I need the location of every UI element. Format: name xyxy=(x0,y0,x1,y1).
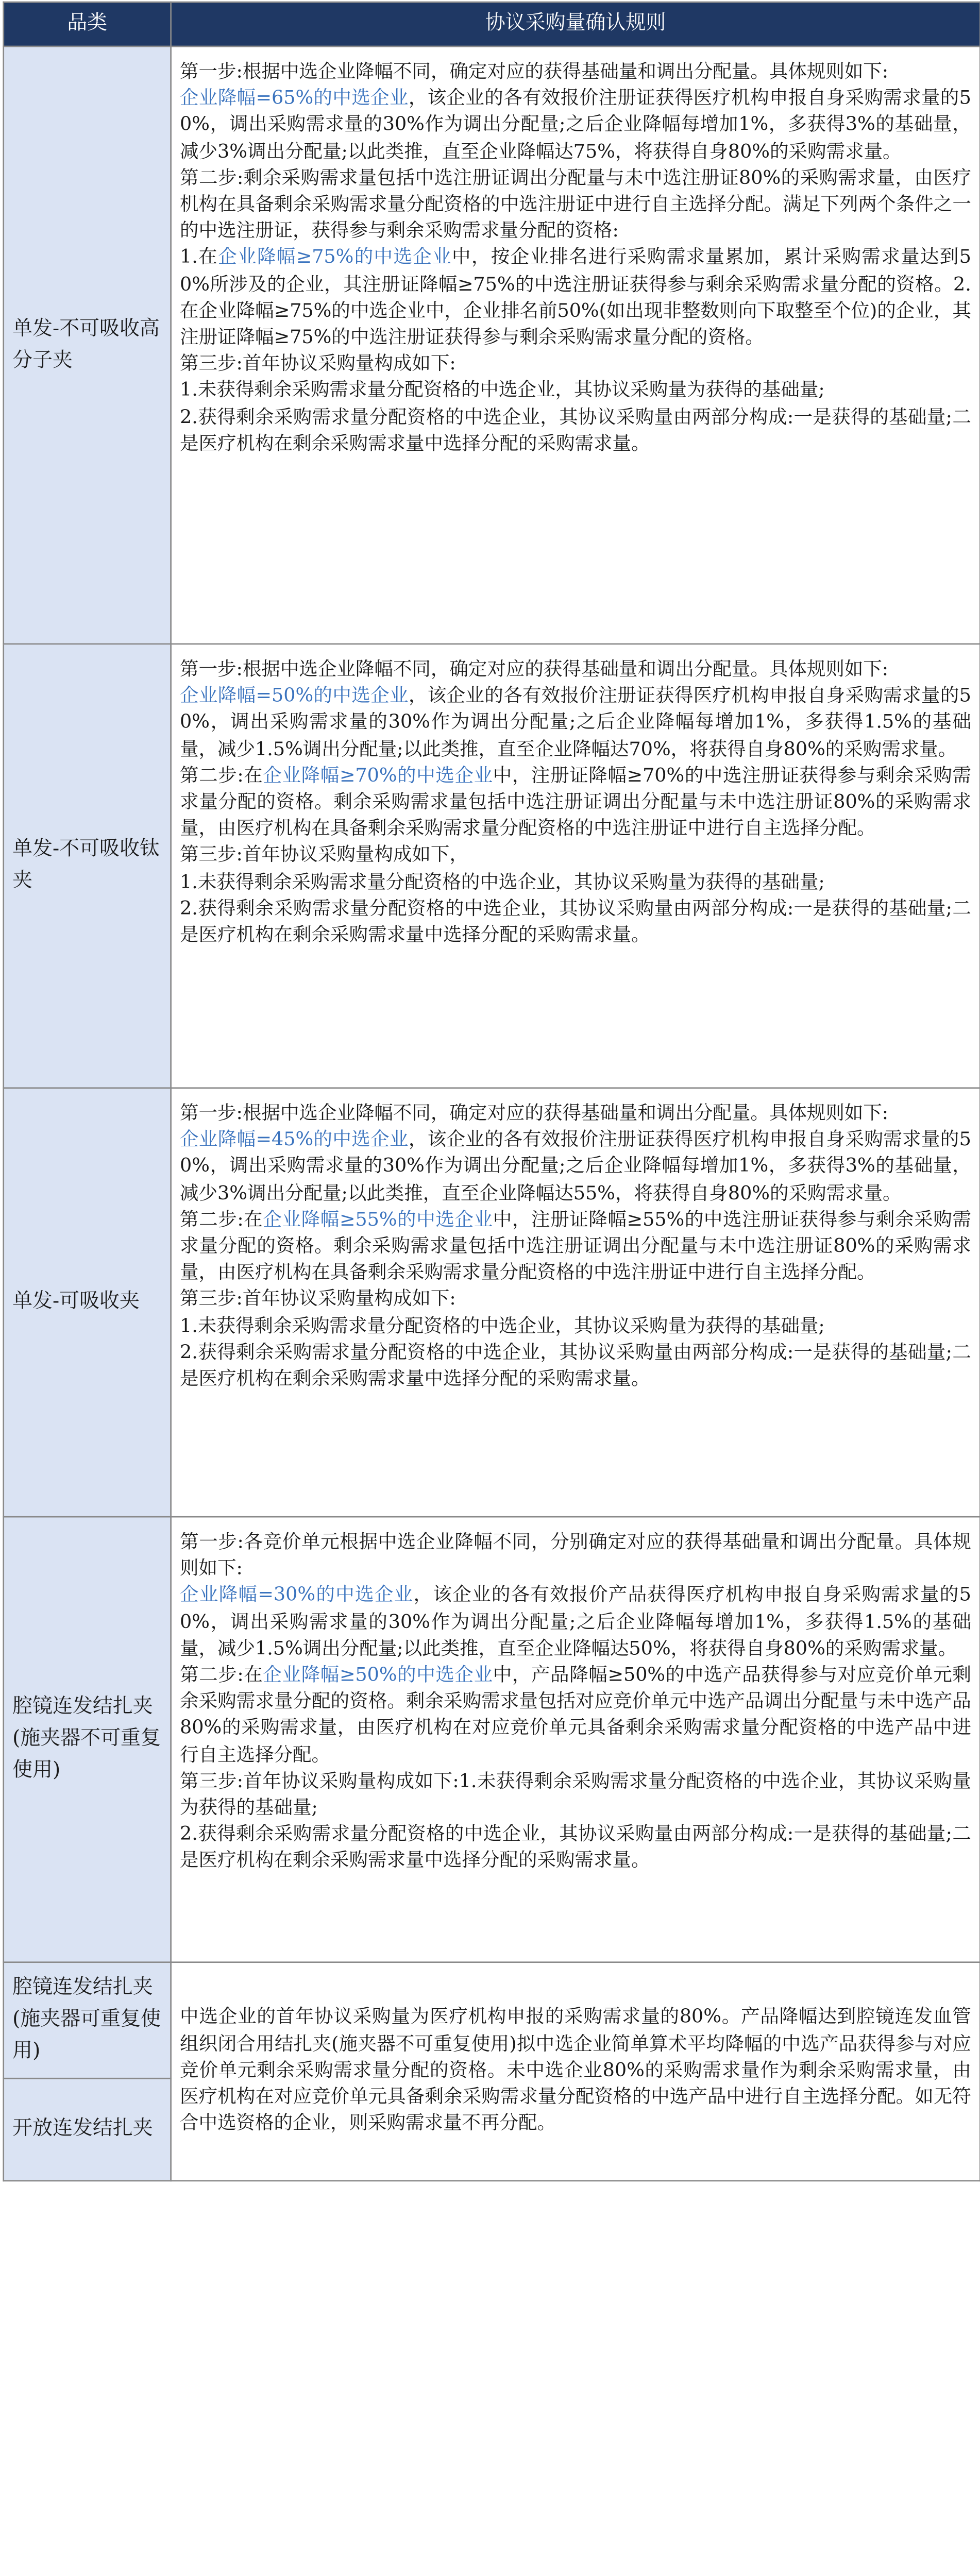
rule-line: 第二步:在企业降幅≥55%的中选企业中，注册证降幅≥55%的中选注册证获得参与剩余采购需求量分配的资格。剩余采购需求量包括中选注册证调出分配量与未中选注册证80%的采购需求量，由医疗机构在具备剩余采购需求量分配资格的中选注册证中进行自主选择分配。 xyxy=(180,1209,971,1284)
rule-line: 第一步:根据中选企业降幅不同，确定对应的获得基础量和调出分配量。具体规则如下: xyxy=(180,658,889,681)
rule-line: 中选企业的首年协议采购量为医疗机构申报的采购需求量的80%。产品降幅达到腔镜连发血管组织闭合用结扎夹(施夹器不可重复使用)拟中选企业简单算术平均降幅的中选产品获得参与对应竞价单元剩余采购需求量分配的资格。未中选企业80%的采购需求量作为剩余采购需求量，由医疗机构在对应竞价单元具备剩余采购需求量分配资格的中选产品中进行自主选择分配。如无符合中选资格的企业，则采购需求量不再分配。 xyxy=(180,2006,971,2135)
rule-line: 2.获得剩余采购需求量分配资格的中选企业，其协议采购量由两部分构成:一是获得的基础量;二是医疗机构在剩余采购需求量中选择分配的采购需求量。 xyxy=(180,406,971,455)
category-cell: 开放连发结扎夹 xyxy=(4,2078,171,2181)
category-cell: 单发-不可吸收钛夹 xyxy=(4,644,171,1088)
highlighted-text: 企业降幅≥75%的中选企业 xyxy=(218,247,452,269)
highlighted-text: 企业降幅=65%的中选企业 xyxy=(180,87,409,110)
header-rules: 协议采购量确认规则 xyxy=(171,2,980,46)
rule-line: 第三步:首年协议采购量构成如下:1.未获得剩余采购需求量分配资格的中选企业，其协议采购量为获得的基础量; xyxy=(180,1770,971,1819)
rule-line: 第三步:首年协议采购量构成如下: xyxy=(180,1288,456,1311)
rule-line: 第二步:剩余采购需求量包括中选注册证调出分配量与未中选注册证80%的采购需求量，由医疗机构在具备剩余采购需求量分配资格的中选注册证中进行自主选择分配。满足下列两个条件之一的中选注册证，获得参与剩余采购需求量分配的资格: xyxy=(180,167,971,243)
table-row xyxy=(4,1088,980,1517)
rule-line: 第一步:根据中选企业降幅不同，确定对应的获得基础量和调出分配量。具体规则如下: xyxy=(180,1102,889,1125)
rule-line: 2.获得剩余采购需求量分配资格的中选企业，其协议采购量由两部分构成:一是获得的基础量;二是医疗机构在剩余采购需求量中选择分配的采购需求量。 xyxy=(180,897,971,946)
rule-line: 1.在企业降幅≥75%的中选企业中，按企业排名进行采购需求量累加，累计采购需求量达到50%所涉及的企业，其注册证降幅≥75%的中选注册证获得参与剩余采购需求量分配的资格。2.在企业降幅≥75%的中选企业中，企业排名前50%(如出现非整数则向下取整至个位)的企业，其注册证降幅≥75%的中选注册证获得参与剩余采购需求量分配的资格。 xyxy=(180,247,971,349)
table-row xyxy=(4,644,980,1088)
rule-line: 企业降幅=65%的中选企业，该企业的各有效报价注册证获得医疗机构申报自身采购需求量的50%，调出采购需求量的30%作为调出分配量;之后企业降幅每增加1%，多获得3%的基础量，减少3%调出分配量;以此类推，直至企业降幅达75%，将获得自身80%的采购需求量。 xyxy=(180,87,971,163)
highlighted-text: 企业降幅=45%的中选企业 xyxy=(180,1129,409,1151)
highlighted-text: 企业降幅=30%的中选企业 xyxy=(180,1584,414,1607)
rule-line: 第一步:根据中选企业降幅不同，确定对应的获得基础量和调出分配量。具体规则如下: xyxy=(180,61,889,83)
rule-line: 第一步:各竞价单元根据中选企业降幅不同，分别确定对应的获得基础量和调出分配量。具体规则如下: xyxy=(180,1531,971,1580)
rule-cell xyxy=(171,1517,980,1962)
highlighted-text: 企业降幅≥55%的中选企业 xyxy=(263,1209,493,1231)
table-header-row xyxy=(4,2,980,46)
shared-rule-cell xyxy=(171,1962,980,2181)
rule-line: 第二步:在企业降幅≥70%的中选企业中，注册证降幅≥70%的中选注册证获得参与剩余采购需求量分配的资格。剩余采购需求量包括中选注册证调出分配量与未中选注册证80%的采购需求量，由医疗机构在具备剩余采购需求量分配资格的中选注册证中进行自主选择分配。 xyxy=(180,765,971,840)
procurement-rules-table xyxy=(3,2,980,2182)
category-cell: 腔镜连发结扎夹(施夹器可重复使用) xyxy=(4,1962,171,2079)
rule-line: 企业降幅=50%的中选企业，该企业的各有效报价注册证获得医疗机构申报自身采购需求量的50%，调出采购需求量的30%作为调出分配量;之后企业降幅每增加1%，多获得1.5%的基础量，减少1.5%调出分配量;以此类推，直至企业降幅达70%，将获得自身80%的采购需求量。 xyxy=(180,685,971,760)
category-cell: 单发-不可吸收高分子夹 xyxy=(4,46,171,644)
table-row xyxy=(4,46,980,644)
rule-cell xyxy=(171,46,980,644)
rule-line: 企业降幅=45%的中选企业，该企业的各有效报价注册证获得医疗机构申报自身采购需求量的50%，调出采购需求量的30%作为调出分配量;之后企业降幅每增加1%，多获得3%的基础量，减少3%调出分配量;以此类推，直至企业降幅达55%，将获得自身80%的采购需求量。 xyxy=(180,1129,971,1205)
category-cell: 单发-可吸收夹 xyxy=(4,1088,171,1517)
highlighted-text: 企业降幅≥50%的中选企业 xyxy=(263,1664,493,1687)
rule-line: 第二步:在企业降幅≥50%的中选企业中，产品降幅≥50%的中选产品获得参与对应竞价单元剩余采购需求量分配的资格。剩余采购需求量包括对应竞价单元中选产品调出分配量与未中选产品80%的采购需求量，由医疗机构在对应竞价单元具备剩余采购需求量分配资格的中选产品中进行自主选择分配。 xyxy=(180,1664,971,1766)
rule-line: 2.获得剩余采购需求量分配资格的中选企业，其协议采购量由两部分构成:一是获得的基础量;二是医疗机构在剩余采购需求量中选择分配的采购需求量。 xyxy=(180,1823,971,1872)
rule-line: 2.获得剩余采购需求量分配资格的中选企业，其协议采购量由两部分构成:一是获得的基础量;二是医疗机构在剩余采购需求量中选择分配的采购需求量。 xyxy=(180,1341,971,1391)
header-category: 品类 xyxy=(4,2,171,46)
category-cell: 腔镜连发结扎夹(施夹器不可重复使用) xyxy=(4,1517,171,1962)
rule-line: 1.未获得剩余采购需求量分配资格的中选企业，其协议采购量为获得的基础量; xyxy=(180,871,825,893)
rule-line: 第三步:首年协议采购量构成如下， xyxy=(180,844,468,867)
rule-line: 1.未获得剩余采购需求量分配资格的中选企业，其协议采购量为获得的基础量; xyxy=(180,379,825,402)
table-row xyxy=(4,1962,980,2079)
rule-cell xyxy=(171,1088,980,1517)
rule-line: 1.未获得剩余采购需求量分配资格的中选企业，其协议采购量为获得的基础量; xyxy=(180,1315,825,1337)
highlighted-text: 企业降幅=50%的中选企业 xyxy=(180,685,409,707)
table-row xyxy=(4,1517,980,1962)
rule-line: 第三步:首年协议采购量构成如下: xyxy=(180,353,456,376)
rule-line: 企业降幅=30%的中选企业，该企业的各有效报价产品获得医疗机构申报自身采购需求量的50%，调出采购需求量的30%作为调出分配量;之后企业降幅每增加1%，多获得1.5%的基础量，减少1.5%调出分配量;以此类推，直至企业降幅达50%，将获得自身80%的采购需求量。 xyxy=(180,1584,971,1660)
highlighted-text: 企业降幅≥70%的中选企业 xyxy=(263,765,493,787)
rule-cell xyxy=(171,644,980,1088)
